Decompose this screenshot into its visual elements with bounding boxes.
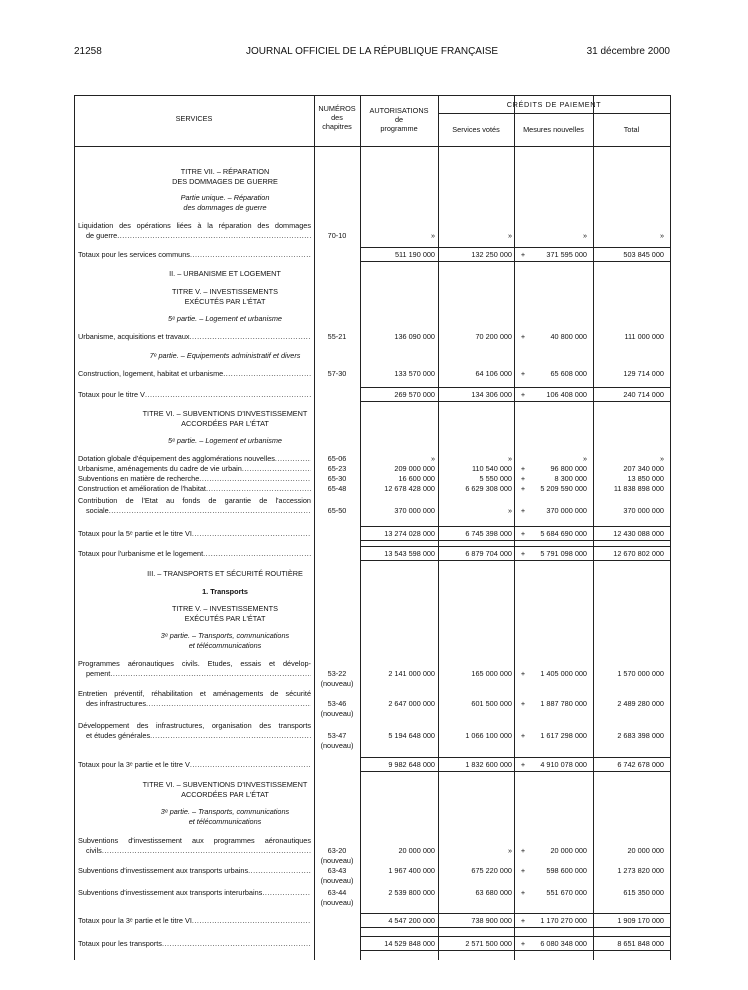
sign-mark: + — [520, 669, 526, 678]
mesures-value: 1 405 000 000 — [540, 669, 587, 678]
votes-value: » — [507, 506, 512, 515]
row-label: Subventions d'investissement aux transports urbains ..... — [78, 866, 311, 876]
total-value: 6 742 678 000 — [617, 760, 664, 769]
mesures-value: 6 080 348 000 — [540, 939, 587, 948]
mesures-value: 8 300 000 — [554, 474, 587, 483]
row-label: civils ..... — [86, 846, 311, 856]
autorisations-value: 1 967 400 000 — [388, 866, 435, 875]
votes-value: 5 550 000 — [479, 474, 512, 483]
total-value: 2 683 398 000 — [617, 731, 664, 740]
row-label: pement ..... — [86, 669, 311, 679]
mesures-value: 5 684 690 000 — [540, 529, 587, 538]
autorisations-value: 13 274 028 000 — [384, 529, 435, 538]
section-heading: ACCORDÉES PAR L'ÉTAT — [181, 419, 269, 428]
votes-value: » — [507, 231, 512, 240]
votes-value: » — [507, 454, 512, 463]
total-rule — [360, 247, 670, 248]
total-value: 129 714 000 — [623, 369, 664, 378]
page-date: 31 décembre 2000 — [586, 46, 670, 57]
sign-mark: + — [520, 332, 526, 341]
votes-value: 738 900 000 — [471, 916, 512, 925]
chapter-number: 63-43 — [327, 866, 347, 875]
chapter-number: 65-23 — [327, 464, 347, 473]
mesures-value: 5 791 098 000 — [540, 549, 587, 558]
chapter-number: 70-10 — [327, 231, 347, 240]
total-value: » — [659, 454, 664, 463]
autorisations-value: 2 141 000 000 — [388, 669, 435, 678]
mesures-value: 551 670 000 — [546, 888, 587, 897]
col-votes: Services votés — [452, 125, 500, 134]
sign-mark: + — [520, 474, 526, 483]
sign-mark: + — [520, 760, 526, 769]
chapter-note: (nouveau) — [320, 898, 354, 907]
chapter-number: 53-47 — [327, 731, 347, 740]
mesures-value: 106 408 000 — [546, 390, 587, 399]
autorisations-value: 9 982 648 000 — [388, 760, 435, 769]
chapter-number: 65-48 — [327, 484, 347, 493]
mesures-value: 5 209 590 000 — [540, 484, 587, 493]
row-label: Subventions en matière de recherche ..... — [78, 474, 311, 484]
total-value: 240 714 000 — [623, 390, 664, 399]
sign-mark: + — [520, 549, 526, 558]
col-total: Total — [623, 125, 640, 134]
row-label: Totaux pour la 3ᵉ partie et le titre V ..... — [78, 760, 311, 770]
chapter-note: (nouveau) — [320, 709, 354, 718]
total-value: 12 670 802 000 — [613, 549, 664, 558]
sign-mark: + — [520, 846, 526, 855]
votes-value: » — [507, 846, 512, 855]
total-value: 1 570 000 000 — [617, 669, 664, 678]
sign-mark: + — [520, 866, 526, 875]
sign-mark: + — [520, 464, 526, 473]
total-value: 207 340 000 — [623, 464, 664, 473]
mesures-value: 40 800 000 — [550, 332, 587, 341]
autorisations-value: » — [430, 454, 435, 463]
page-number: 21258 — [74, 46, 102, 57]
autorisations-value: 13 543 598 000 — [384, 549, 435, 558]
total-rule — [360, 757, 670, 758]
chapter-number: 65-06 — [327, 454, 347, 463]
total-rule — [360, 526, 670, 527]
row-label: de guerre ..... — [86, 231, 311, 241]
chapter-number: 53-22 — [327, 669, 347, 678]
autorisations-value: 511 190 000 — [394, 250, 435, 259]
votes-value: 132 250 000 — [471, 250, 512, 259]
chapter-note: (nouveau) — [320, 679, 354, 688]
chapter-number: 65-30 — [327, 474, 347, 483]
mesures-value: 65 608 000 — [550, 369, 587, 378]
sign-mark: + — [520, 731, 526, 740]
sign-mark: + — [520, 939, 526, 948]
row-label: Subventions d'investissement aux programmes aéronautiques — [78, 836, 311, 845]
sign-mark: + — [520, 699, 526, 708]
votes-value: 134 306 000 — [471, 390, 512, 399]
autorisations-value: 133 570 000 — [394, 369, 435, 378]
chapter-number: 55-21 — [327, 332, 347, 341]
total-value: 13 850 000 — [627, 474, 664, 483]
total-value: 503 845 000 — [623, 250, 664, 259]
section-heading: III. – TRANSPORTS ET SÉCURITÉ ROUTIÈRE — [147, 569, 303, 578]
section-heading: 3ᵉ partie. – Transports, communications — [160, 807, 290, 816]
total-rule — [360, 913, 670, 914]
row-label: Totaux pour l'urbanisme et le logement ..... — [78, 549, 311, 559]
total-value: » — [659, 231, 664, 240]
mesures-value: 371 595 000 — [546, 250, 587, 259]
total-value: 2 489 280 000 — [617, 699, 664, 708]
chapter-number: 57-30 — [327, 369, 347, 378]
votes-value: 63 680 000 — [475, 888, 512, 897]
sign-mark: + — [520, 250, 526, 259]
total-value: 8 651 848 000 — [617, 939, 664, 948]
autorisations-value: 209 000 000 — [394, 464, 435, 473]
autorisations-value: 2 647 000 000 — [388, 699, 435, 708]
row-label: Construction, logement, habitat et urbanisme ..... — [78, 369, 311, 379]
mesures-value: 1 170 270 000 — [540, 916, 587, 925]
section-heading: 7ᵉ partie. – Equipements administratif et divers — [149, 351, 301, 360]
chapter-note: (nouveau) — [320, 741, 354, 750]
section-heading: TITRE VI. – SUBVENTIONS D'INVESTISSEMENT — [142, 780, 308, 789]
section-heading: et télécommunications — [188, 817, 262, 826]
total-value: 20 000 000 — [627, 846, 664, 855]
autorisations-value: 20 000 000 — [398, 846, 435, 855]
votes-value: 1 066 100 000 — [465, 731, 512, 740]
row-label: Contribution de l'Etat au fonds de garantie de l'accession — [78, 496, 311, 505]
chapter-number: 63-20 — [327, 846, 347, 855]
total-value: 1 909 170 000 — [617, 916, 664, 925]
mesures-value: 370 000 000 — [546, 506, 587, 515]
section-heading: TITRE VI. – SUBVENTIONS D'INVESTISSEMENT — [142, 409, 308, 418]
row-label: Totaux pour les transports ..... — [78, 939, 311, 949]
autorisations-value: 12 678 428 000 — [384, 484, 435, 493]
votes-value: 6 745 398 000 — [465, 529, 512, 538]
mesures-value: 1 887 780 000 — [540, 699, 587, 708]
col-autorisations: AUTORISATIONS de programme — [369, 106, 429, 133]
sign-mark: + — [520, 369, 526, 378]
section-heading: TITRE VII. – RÉPARATION — [180, 167, 270, 176]
sign-mark: + — [520, 390, 526, 399]
row-label: Dotation globale d'équipement des agglomérations nouvelles ..... — [78, 454, 311, 464]
total-rule — [360, 546, 670, 547]
votes-value: 165 000 000 — [471, 669, 512, 678]
row-label: Totaux pour les services communs ..... — [78, 250, 311, 260]
votes-value: 110 540 000 — [471, 464, 512, 473]
autorisations-value: 14 529 848 000 — [384, 939, 435, 948]
chapter-note: (nouveau) — [320, 876, 354, 885]
section-heading: 1. Transports — [202, 587, 248, 596]
section-heading: 5ᵉ partie. – Logement et urbanisme — [168, 436, 282, 445]
sign-mark: + — [520, 888, 526, 897]
section-heading: TITRE V. – INVESTISSEMENTS — [172, 604, 278, 613]
col-services: SERVICES — [175, 114, 213, 123]
chapter-number: 63-44 — [327, 888, 347, 897]
row-label: Subventions d'investissement aux transports interurbains ..... — [78, 888, 311, 898]
row-label: des infrastructures ..... — [86, 699, 311, 709]
row-label: Développement des infrastructures, organisation des transports — [78, 721, 311, 730]
row-label: et études générales ..... — [86, 731, 311, 741]
col-credits: CRÉDITS DE PAIEMENT — [506, 100, 602, 109]
total-value: 12 430 088 000 — [613, 529, 664, 538]
sign-mark: + — [520, 529, 526, 538]
row-label: Programmes aéronautiques civils. Etudes, essais et dévelop- — [78, 659, 311, 668]
votes-value: 1 832 600 000 — [465, 760, 512, 769]
row-label: Totaux pour la 5ᵉ partie et le titre VI ..... — [78, 529, 311, 539]
total-value: 370 000 000 — [623, 506, 664, 515]
autorisations-value: 136 090 000 — [394, 332, 435, 341]
section-heading: EXÉCUTÉS PAR L'ÉTAT — [184, 614, 266, 623]
total-value: 1 273 820 000 — [617, 866, 664, 875]
total-value: 11 838 898 000 — [613, 484, 664, 493]
row-label: Entretien préventif, réhabilitation et aménagements de sécurité — [78, 689, 311, 698]
budget-table — [74, 95, 670, 960]
row-label: Totaux pour la 3ᵉ partie et le titre VI ..... — [78, 916, 311, 926]
sign-mark: + — [520, 916, 526, 925]
autorisations-value: 4 547 200 000 — [388, 916, 435, 925]
mesures-value: 1 617 298 000 — [540, 731, 587, 740]
section-heading: II. – URBANISME ET LOGEMENT — [169, 269, 281, 278]
sign-mark: + — [520, 506, 526, 515]
autorisations-value: 5 194 648 000 — [388, 731, 435, 740]
row-label: Totaux pour le titre V ..... — [78, 390, 311, 400]
total-value: 615 350 000 — [623, 888, 664, 897]
section-heading: TITRE V. – INVESTISSEMENTS — [172, 287, 278, 296]
chapter-note: (nouveau) — [320, 856, 354, 865]
mesures-value: 96 800 000 — [550, 464, 587, 473]
section-heading: DES DOMMAGES DE GUERRE — [172, 177, 278, 186]
section-heading: Partie unique. – Réparation — [180, 193, 270, 202]
votes-value: 64 106 000 — [475, 369, 512, 378]
autorisations-value: 370 000 000 — [394, 506, 435, 515]
section-heading: EXÉCUTÉS PAR L'ÉTAT — [184, 297, 266, 306]
votes-value: 70 200 000 — [475, 332, 512, 341]
votes-value: 601 500 000 — [471, 699, 512, 708]
row-label: Urbanisme, aménagements du cadre de vie urbain ..... — [78, 464, 311, 474]
sign-mark: + — [520, 484, 526, 493]
section-heading: 3ᵉ partie. – Transports, communications — [160, 631, 290, 640]
section-heading: 5ᵉ partie. – Logement et urbanisme — [168, 314, 282, 323]
total-value: 111 000 000 — [624, 332, 664, 341]
section-heading: des dommages de guerre — [183, 203, 267, 212]
row-label: sociale ..... — [86, 506, 311, 516]
total-rule — [360, 936, 670, 937]
col-mesures: Mesures nouvelles — [523, 125, 584, 134]
section-heading: ACCORDÉES PAR L'ÉTAT — [181, 790, 269, 799]
mesures-value: 4 910 078 000 — [540, 760, 587, 769]
votes-value: 2 571 500 000 — [465, 939, 512, 948]
col-chapitres: NUMÉROS des chapitres — [318, 104, 356, 131]
chapter-number: 53-46 — [327, 699, 347, 708]
mesures-value: » — [582, 454, 587, 463]
votes-value: 675 220 000 — [471, 866, 512, 875]
section-heading: et télécommunications — [188, 641, 262, 650]
total-rule — [360, 387, 670, 388]
autorisations-value: » — [430, 231, 435, 240]
autorisations-value: 16 600 000 — [398, 474, 435, 483]
mesures-value: 598 600 000 — [546, 866, 587, 875]
journal-title: JOURNAL OFFICIEL DE LA RÉPUBLIQUE FRANÇAISE — [246, 46, 499, 57]
votes-value: 6 629 308 000 — [465, 484, 512, 493]
votes-value: 6 879 704 000 — [465, 549, 512, 558]
mesures-value: 20 000 000 — [550, 846, 587, 855]
row-label: Urbanisme, acquisitions et travaux ..... — [78, 332, 311, 342]
autorisations-value: 269 570 000 — [394, 390, 435, 399]
autorisations-value: 2 539 800 000 — [388, 888, 435, 897]
chapter-number: 65-50 — [327, 506, 347, 515]
mesures-value: » — [582, 231, 587, 240]
row-label: Construction et amélioration de l'habitat ..... — [78, 484, 311, 494]
row-label: Liquidation des opérations liées à la réparation des dommages — [78, 221, 311, 230]
